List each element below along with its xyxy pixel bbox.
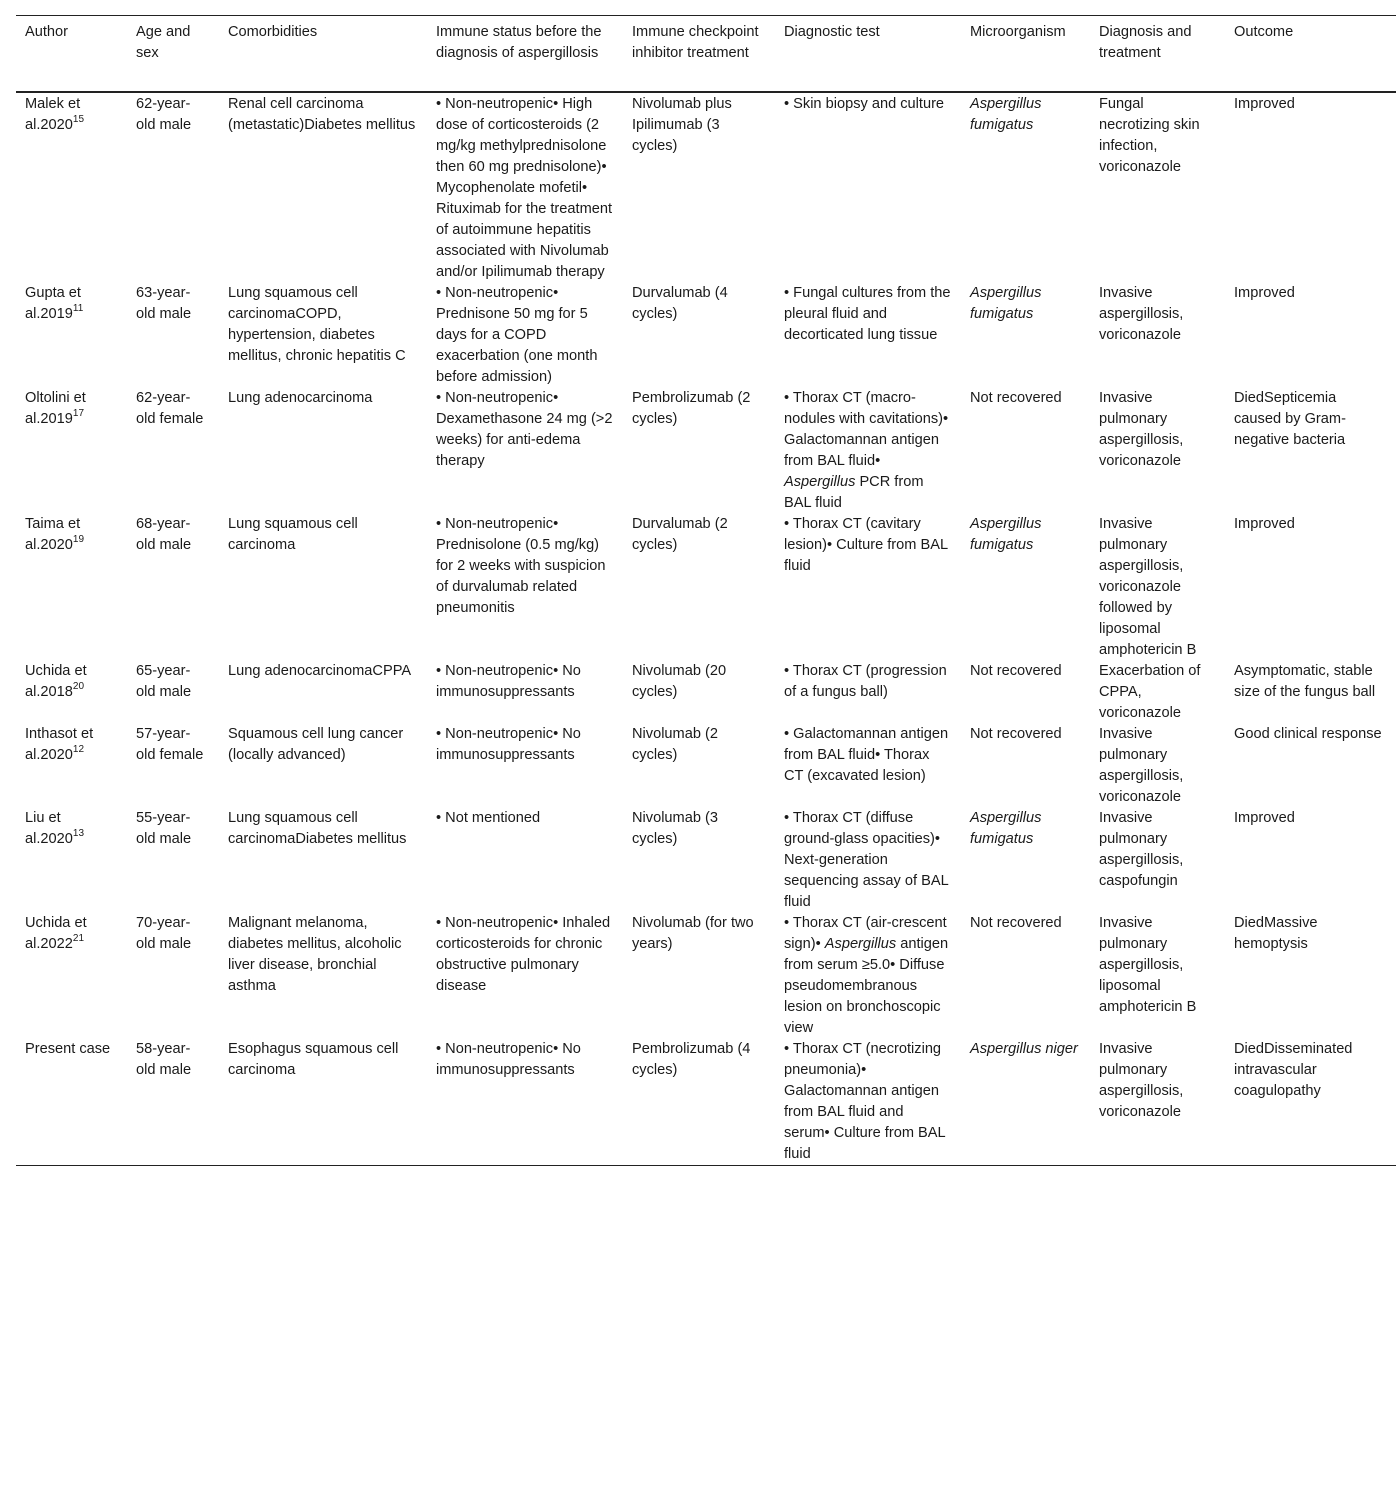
table-row [16, 661, 1396, 724]
header-microorganism: Microorganism [970, 24, 1066, 40]
header-ici-treatment: Immune checkpoint inhibitor treatment [632, 24, 759, 61]
author-cell [16, 283, 127, 388]
ici-treatment-cell: Nivolumab (2 cycles) [632, 726, 718, 763]
ici-treatment-cell: Durvalumab (2 cycles) [632, 516, 728, 553]
header-outcome: Outcome [1234, 24, 1294, 40]
immune-status-cell: • Non-neutropenic• Dexamethasone 24 mg (>2 weeks) for anti-edema therapy [436, 390, 613, 469]
outcome-cell: Good clinical response [1234, 726, 1382, 742]
outcome-cell: DiedMassive hemoptysis [1234, 915, 1318, 952]
table-row [16, 388, 1396, 514]
microorganism-cell: Not recovered [970, 726, 1062, 742]
italic-term: Aspergillus [784, 474, 856, 490]
microorganism-cell: Not recovered [970, 390, 1062, 406]
microorganism-cell: Aspergillus fumigatus [970, 516, 1042, 553]
ici-treatment-cell: Nivolumab (for two years) [632, 915, 754, 952]
header-diagnosis-treatment: Diagnosis and treatment [1099, 24, 1192, 61]
table-row [16, 913, 1396, 1039]
reference-number: 20 [72, 681, 85, 693]
immune-status-cell: • Non-neutropenic• Inhaled corticosteroids for chronic obstructive pulmonary disease [436, 915, 611, 994]
ici-treatment-cell: Pembrolizumab (4 cycles) [632, 1041, 751, 1078]
header-immune-status: Immune status before the diagnosis of aspergillosis [436, 24, 602, 61]
author-cell [16, 808, 127, 913]
outcome-cell: Improved [1234, 516, 1295, 532]
microorganism-cell: Aspergillus fumigatus [970, 810, 1042, 847]
ici-treatment-cell: Nivolumab plus Ipilimumab (3 cycles) [632, 96, 732, 154]
diagnosis-treatment-cell: Invasive pulmonary aspergillosis, liposomal amphotericin B [1099, 915, 1197, 1015]
comorbidities-cell: Renal cell carcinoma (metastatic)Diabetes mellitus [228, 96, 416, 133]
comorbidities-cell: Malignant melanoma, diabetes mellitus, alcoholic liver disease, bronchial asthma [228, 915, 402, 994]
author-cell [16, 913, 127, 1039]
age-sex-cell: 62-year-old male [136, 96, 192, 133]
diagnosis-treatment-cell: Invasive pulmonary aspergillosis, voriconazole [1099, 1041, 1184, 1120]
outcome-cell: Improved [1234, 810, 1295, 826]
author-name: Malek et al.2020 [25, 96, 81, 133]
reference-number: 21 [72, 933, 85, 945]
reference-number: 11 [72, 303, 84, 315]
diagnosis-treatment-cell: Invasive pulmonary aspergillosis, voriconazole [1099, 390, 1184, 469]
author-name: Liu et al.2020 [25, 810, 73, 847]
immune-status-cell: • Non-neutropenic• No immunosuppressants [436, 663, 581, 700]
header-comorbidities: Comorbidities [228, 24, 318, 40]
comorbidities-cell: Esophagus squamous cell carcinoma [228, 1041, 399, 1078]
microorganism-cell: Aspergillus fumigatus [970, 96, 1042, 133]
diagnostic-test-cell: • Thorax CT (macro-nodules with cavitations)• Galactomannan antigen from BAL fluid• Aspergillus PCR from BAL fluid [784, 390, 949, 511]
diagnosis-treatment-cell: Invasive pulmonary aspergillosis, caspofungin [1099, 810, 1184, 889]
diagnosis-treatment-cell: Invasive pulmonary aspergillosis, voriconazole followed by liposomal amphotericin B [1099, 516, 1197, 658]
diagnostic-test-cell: • Galactomannan antigen from BAL fluid• Thorax CT (excavated lesion) [784, 726, 949, 784]
diagnosis-treatment-cell: Fungal necrotizing skin infection, voriconazole [1099, 96, 1200, 175]
diagnostic-test-cell: • Thorax CT (cavitary lesion)• Culture from BAL fluid [784, 516, 948, 574]
microorganism-cell: Aspergillus niger [970, 1041, 1078, 1057]
immune-status-cell: • Non-neutropenic• High dose of corticosteroids (2 mg/kg methylprednisolone then 60 mg prednisolone)• Mycophenolate mofetil• Rituximab for the treatment of autoimmune hepatitis associated with Nivolumab and/or Ipilimumab therapy [436, 96, 613, 280]
author-name: Gupta et al.2019 [25, 285, 81, 322]
reference-number: 17 [72, 408, 85, 420]
italic-term: Aspergillus [824, 936, 897, 952]
author-name: Uchida et al.2022 [25, 915, 87, 952]
outcome-cell: Improved [1234, 285, 1295, 301]
table-row [16, 92, 1396, 283]
immune-status-cell: • Not mentioned [436, 810, 541, 826]
age-sex-cell: 63-year-old male [136, 285, 192, 322]
header-diagnostic-test: Diagnostic test [784, 24, 880, 40]
table-body [16, 92, 1396, 1166]
microorganism-cell: Not recovered [970, 663, 1062, 679]
immune-status-cell: • Non-neutropenic• No immunosuppressants [436, 726, 581, 763]
author-cell [16, 92, 127, 283]
immune-status-cell: • Non-neutropenic• Prednisolone (0.5 mg/kg) for 2 weeks with suspicion of durvalumab related pneumonitis [436, 516, 606, 616]
microorganism-cell: Not recovered [970, 915, 1062, 931]
author-cell [16, 388, 127, 514]
table-row [16, 808, 1396, 913]
author-name: Inthasot et al.2020 [25, 726, 94, 763]
author-cell [16, 661, 127, 724]
immune-status-cell: • Non-neutropenic• Prednisone 50 mg for 5 days for a COPD exacerbation (one month before admission) [436, 285, 598, 385]
diagnostic-test-cell: • Thorax CT (necrotizing pneumonia)• Galactomannan antigen from BAL fluid and serum• Culture from BAL fluid [784, 1041, 946, 1162]
table-header [16, 16, 1396, 93]
author-name: Uchida et al.2018 [25, 663, 87, 700]
age-sex-cell: 55-year-old male [136, 810, 192, 847]
immune-status-cell: • Non-neutropenic• No immunosuppressants [436, 1041, 581, 1078]
table-row [16, 724, 1396, 808]
author-name: Oltolini et al.2019 [25, 390, 86, 427]
age-sex-cell: 65-year-old male [136, 663, 192, 700]
comorbidities-cell: Lung squamous cell carcinomaDiabetes mellitus [228, 810, 407, 847]
outcome-cell: Improved [1234, 96, 1295, 112]
microorganism-cell: Aspergillus fumigatus [970, 285, 1042, 322]
reference-number: 15 [72, 114, 85, 126]
author-cell [16, 724, 127, 808]
comorbidities-cell: Lung squamous cell carcinoma [228, 516, 358, 553]
header-age-sex: Age and sex [136, 24, 191, 61]
diagnosis-treatment-cell: Invasive aspergillosis, voriconazole [1099, 285, 1184, 343]
diagnosis-treatment-cell: Invasive pulmonary aspergillosis, voriconazole [1099, 726, 1184, 805]
comorbidities-cell: Lung adenocarcinoma [228, 390, 373, 406]
comorbidities-cell: Squamous cell lung cancer (locally advanced) [228, 726, 404, 763]
author-cell [16, 514, 127, 661]
age-sex-cell: 68-year-old male [136, 516, 192, 553]
diagnostic-test-cell: • Thorax CT (air-crescent sign)• Aspergillus antigen from serum ≥5.0• Diffuse pseudomembranous lesion on bronchoscopic view [784, 915, 949, 1036]
age-sex-cell: 62-year-old female [136, 390, 204, 427]
comorbidities-cell: Lung squamous cell carcinomaCOPD, hypertension, diabetes mellitus, chronic hepatitis C [228, 285, 406, 364]
outcome-cell: Asymptomatic, stable size of the fungus ball [1234, 663, 1376, 700]
diagnostic-test-cell: • Fungal cultures from the pleural fluid and decorticated lung tissue [784, 285, 951, 343]
table-row [16, 283, 1396, 388]
diagnosis-treatment-cell: Exacerbation of CPPA, voriconazole [1099, 663, 1201, 721]
comorbidities-cell: Lung adenocarcinomaCPPA [228, 663, 412, 679]
diagnostic-test-cell: • Skin biopsy and culture [784, 96, 945, 112]
case-table [16, 15, 1396, 1166]
age-sex-cell: 58-year-old male [136, 1041, 192, 1078]
author-cell [16, 1039, 127, 1166]
outcome-cell: DiedDisseminated intravascular coagulopathy [1234, 1041, 1353, 1099]
ici-treatment-cell: Nivolumab (3 cycles) [632, 810, 718, 847]
age-sex-cell: 70-year-old male [136, 915, 192, 952]
table-row [16, 514, 1396, 661]
diagnostic-test-cell: • Thorax CT (diffuse ground-glass opacities)• Next-generation sequencing assay of BAL fluid [784, 810, 949, 910]
author-name: Present case [25, 1041, 111, 1057]
outcome-cell: DiedSepticemia caused by Gram-negative bacteria [1234, 390, 1346, 448]
header-row [16, 16, 1396, 93]
ici-treatment-cell: Nivolumab (20 cycles) [632, 663, 727, 700]
ici-treatment-cell: Pembrolizumab (2 cycles) [632, 390, 751, 427]
header-author: Author [25, 24, 68, 40]
table-row [16, 1039, 1396, 1166]
author-name: Taima et al.2020 [25, 516, 81, 553]
ici-treatment-cell: Durvalumab (4 cycles) [632, 285, 728, 322]
reference-number: 13 [72, 828, 85, 840]
diagnostic-test-cell: • Thorax CT (progression of a fungus ball) [784, 663, 947, 700]
age-sex-cell: 57-year-old female [136, 726, 204, 763]
reference-number: 12 [72, 744, 85, 756]
reference-number: 19 [72, 534, 85, 546]
